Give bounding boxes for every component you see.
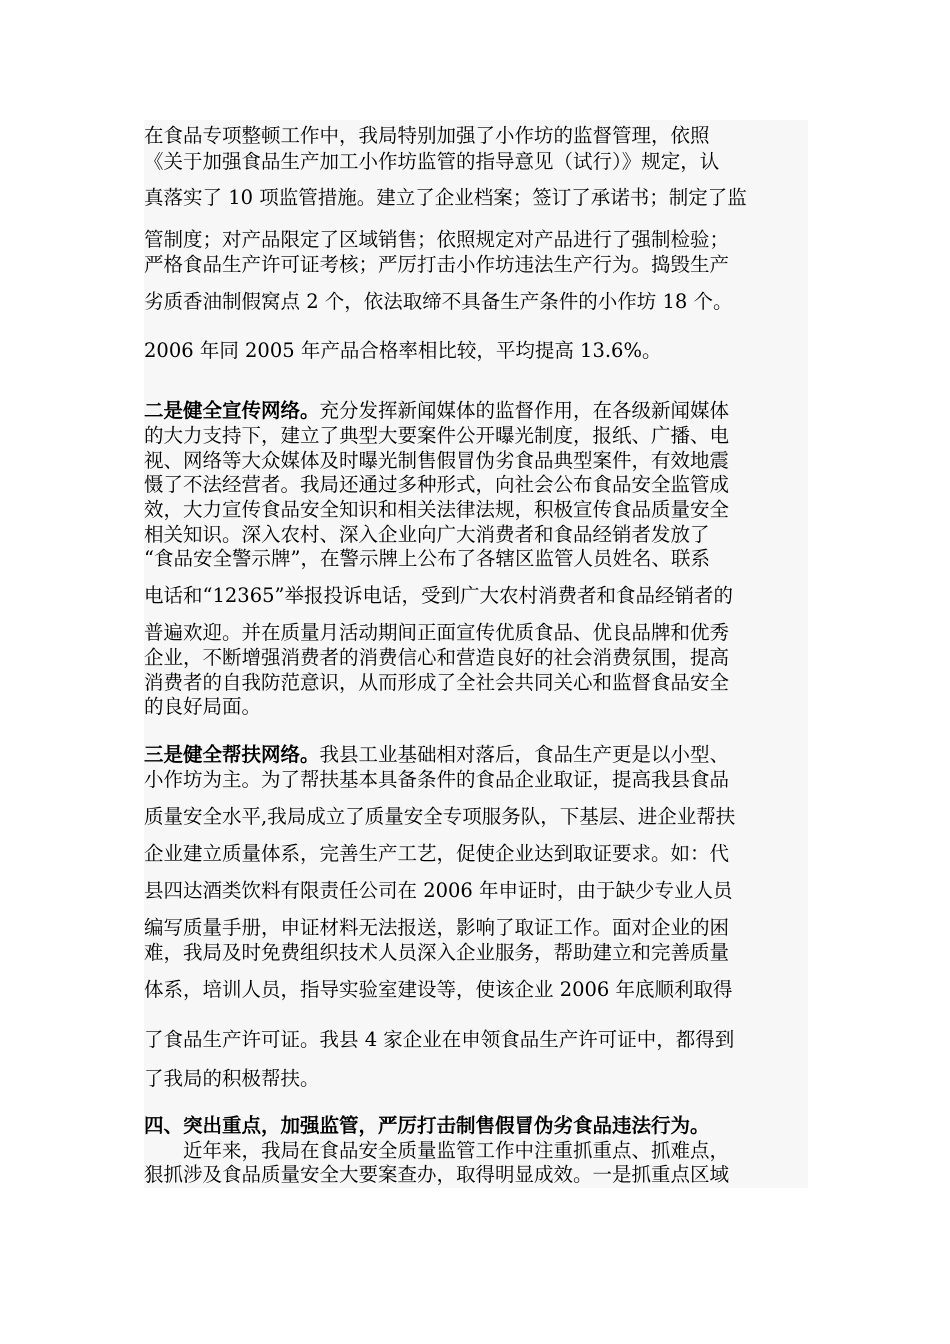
p2-heading: 二是健全宣传网络。 bbox=[144, 399, 320, 422]
p4-heading-line bbox=[144, 1114, 710, 1138]
p3-heading: 三是健全帮扶网络。 bbox=[144, 743, 320, 766]
p3-line-9: 了食品生产许可证。我县 4 家企业在申领食品生产许可证中，都得到 bbox=[144, 1028, 735, 1051]
p1-line-4: 管制度；对产品限定了区域销售；依照规定对产品进行了强制检验； bbox=[144, 228, 730, 251]
p2-line-7: “食品安全警示牌”，在警示牌上公布了各辖区监管人员姓名、联系 bbox=[144, 547, 710, 570]
p2-line-3: 视、网络等大众媒体及时曝光制售假冒伪劣食品典型案件，有效地震 bbox=[144, 449, 730, 472]
p2-line-4: 慑了不法经营者。我局还通过多种形式，向社会公布食品安全监管成 bbox=[144, 473, 730, 496]
p3-line-6: 编写质量手册，申证材料无法报送，影响了取证工作。面对企业的困 bbox=[144, 916, 730, 939]
p2-line-8: 电话和“12365”举报投诉电话，受到广大农村消费者和食品经销者的 bbox=[144, 584, 733, 607]
p3-line-1-text: 我县工业基础相对落后，食品生产更是以小型、 bbox=[319, 743, 730, 766]
p4-heading: 四、突出重点，加强监管，严厉打击制售假冒伪劣食品违法行为。 bbox=[144, 1114, 710, 1137]
p3-line-10: 了我局的积极帮扶。 bbox=[144, 1067, 320, 1090]
p3-line-2: 小作坊为主。为了帮扶基本具备条件的食品企业取证，提高我县食品 bbox=[144, 768, 730, 791]
p2-line-5: 效，大力宣传食品安全知识和相关法律法规，积极宣传食品质量安全 bbox=[144, 498, 730, 521]
p2-line-6: 相关知识。深入农村、深入企业向广大消费者和食品经销者发放了 bbox=[144, 523, 710, 546]
p2-line-2: 的大力支持下，建立了典型大要案件公开曝光制度，报纸、广播、电 bbox=[144, 424, 730, 447]
p3-line-5: 县四达酒类饮料有限责任公司在 2006 年申证时，由于缺少专业人员 bbox=[144, 879, 733, 902]
p1-line-7: 2006 年同 2005 年产品合格率相比较，平均提高 13.6%。 bbox=[144, 339, 662, 362]
p1-line-3: 真落实了 10 项监管措施。建立了企业档案；签订了承诺书；制定了监 bbox=[144, 186, 747, 209]
p2-line-9: 普遍欢迎。并在质量月活动期间正面宣传优质食品、优良品牌和优秀 bbox=[144, 621, 730, 644]
p2-line-12: 的良好局面。 bbox=[144, 695, 262, 718]
p1-line-1: 在食品专项整顿工作中，我局特别加强了小作坊的监督管理，依照 bbox=[144, 124, 710, 147]
p2-line-1 bbox=[144, 399, 729, 423]
p2-line-1-text: 充分发挥新闻媒体的监督作用，在各级新闻媒体 bbox=[319, 399, 730, 422]
p4-line-2: 狠抓涉及食品质量安全大要案查办，取得明显成效。一是抓重点区域 bbox=[144, 1163, 730, 1186]
p1-line-6: 劣质香油制假窝点 2 个，依法取缔不具备生产条件的小作坊 18 个。 bbox=[144, 290, 733, 313]
p2-line-11: 消费者的自我防范意识，从而形成了全社会共同关心和监督食品安全 bbox=[144, 671, 730, 694]
p3-line-7: 难，我局及时免费组织技术人员深入企业服务，帮助建立和完善质量 bbox=[144, 941, 730, 964]
p1-line-5: 严格食品生产许可证考核；严厉打击小作坊违法生产行为。捣毁生产 bbox=[144, 253, 730, 276]
p2-line-10: 企业，不断增强消费者的消费信心和营造良好的社会消费氛围，提高 bbox=[144, 646, 730, 669]
p3-line-8: 体系，培训人员，指导实验室建设等，使该企业 2006 年底顺利取得 bbox=[144, 978, 733, 1001]
p3-line-4: 企业建立质量体系，完善生产工艺，促使企业达到取证要求。如：代 bbox=[144, 842, 730, 865]
p3-line-1 bbox=[144, 743, 729, 767]
p1-line-2: 《关于加强食品生产加工小作坊监管的指导意见（试行）》规定，认 bbox=[144, 150, 720, 173]
p4-line-1: 近年来，我局在食品安全质量监管工作中注重抓重点、抓难点， bbox=[144, 1139, 730, 1162]
p3-line-3: 质量安全水平,我局成立了质量安全专项服务队，下基层、进企业帮扶 bbox=[144, 805, 736, 828]
